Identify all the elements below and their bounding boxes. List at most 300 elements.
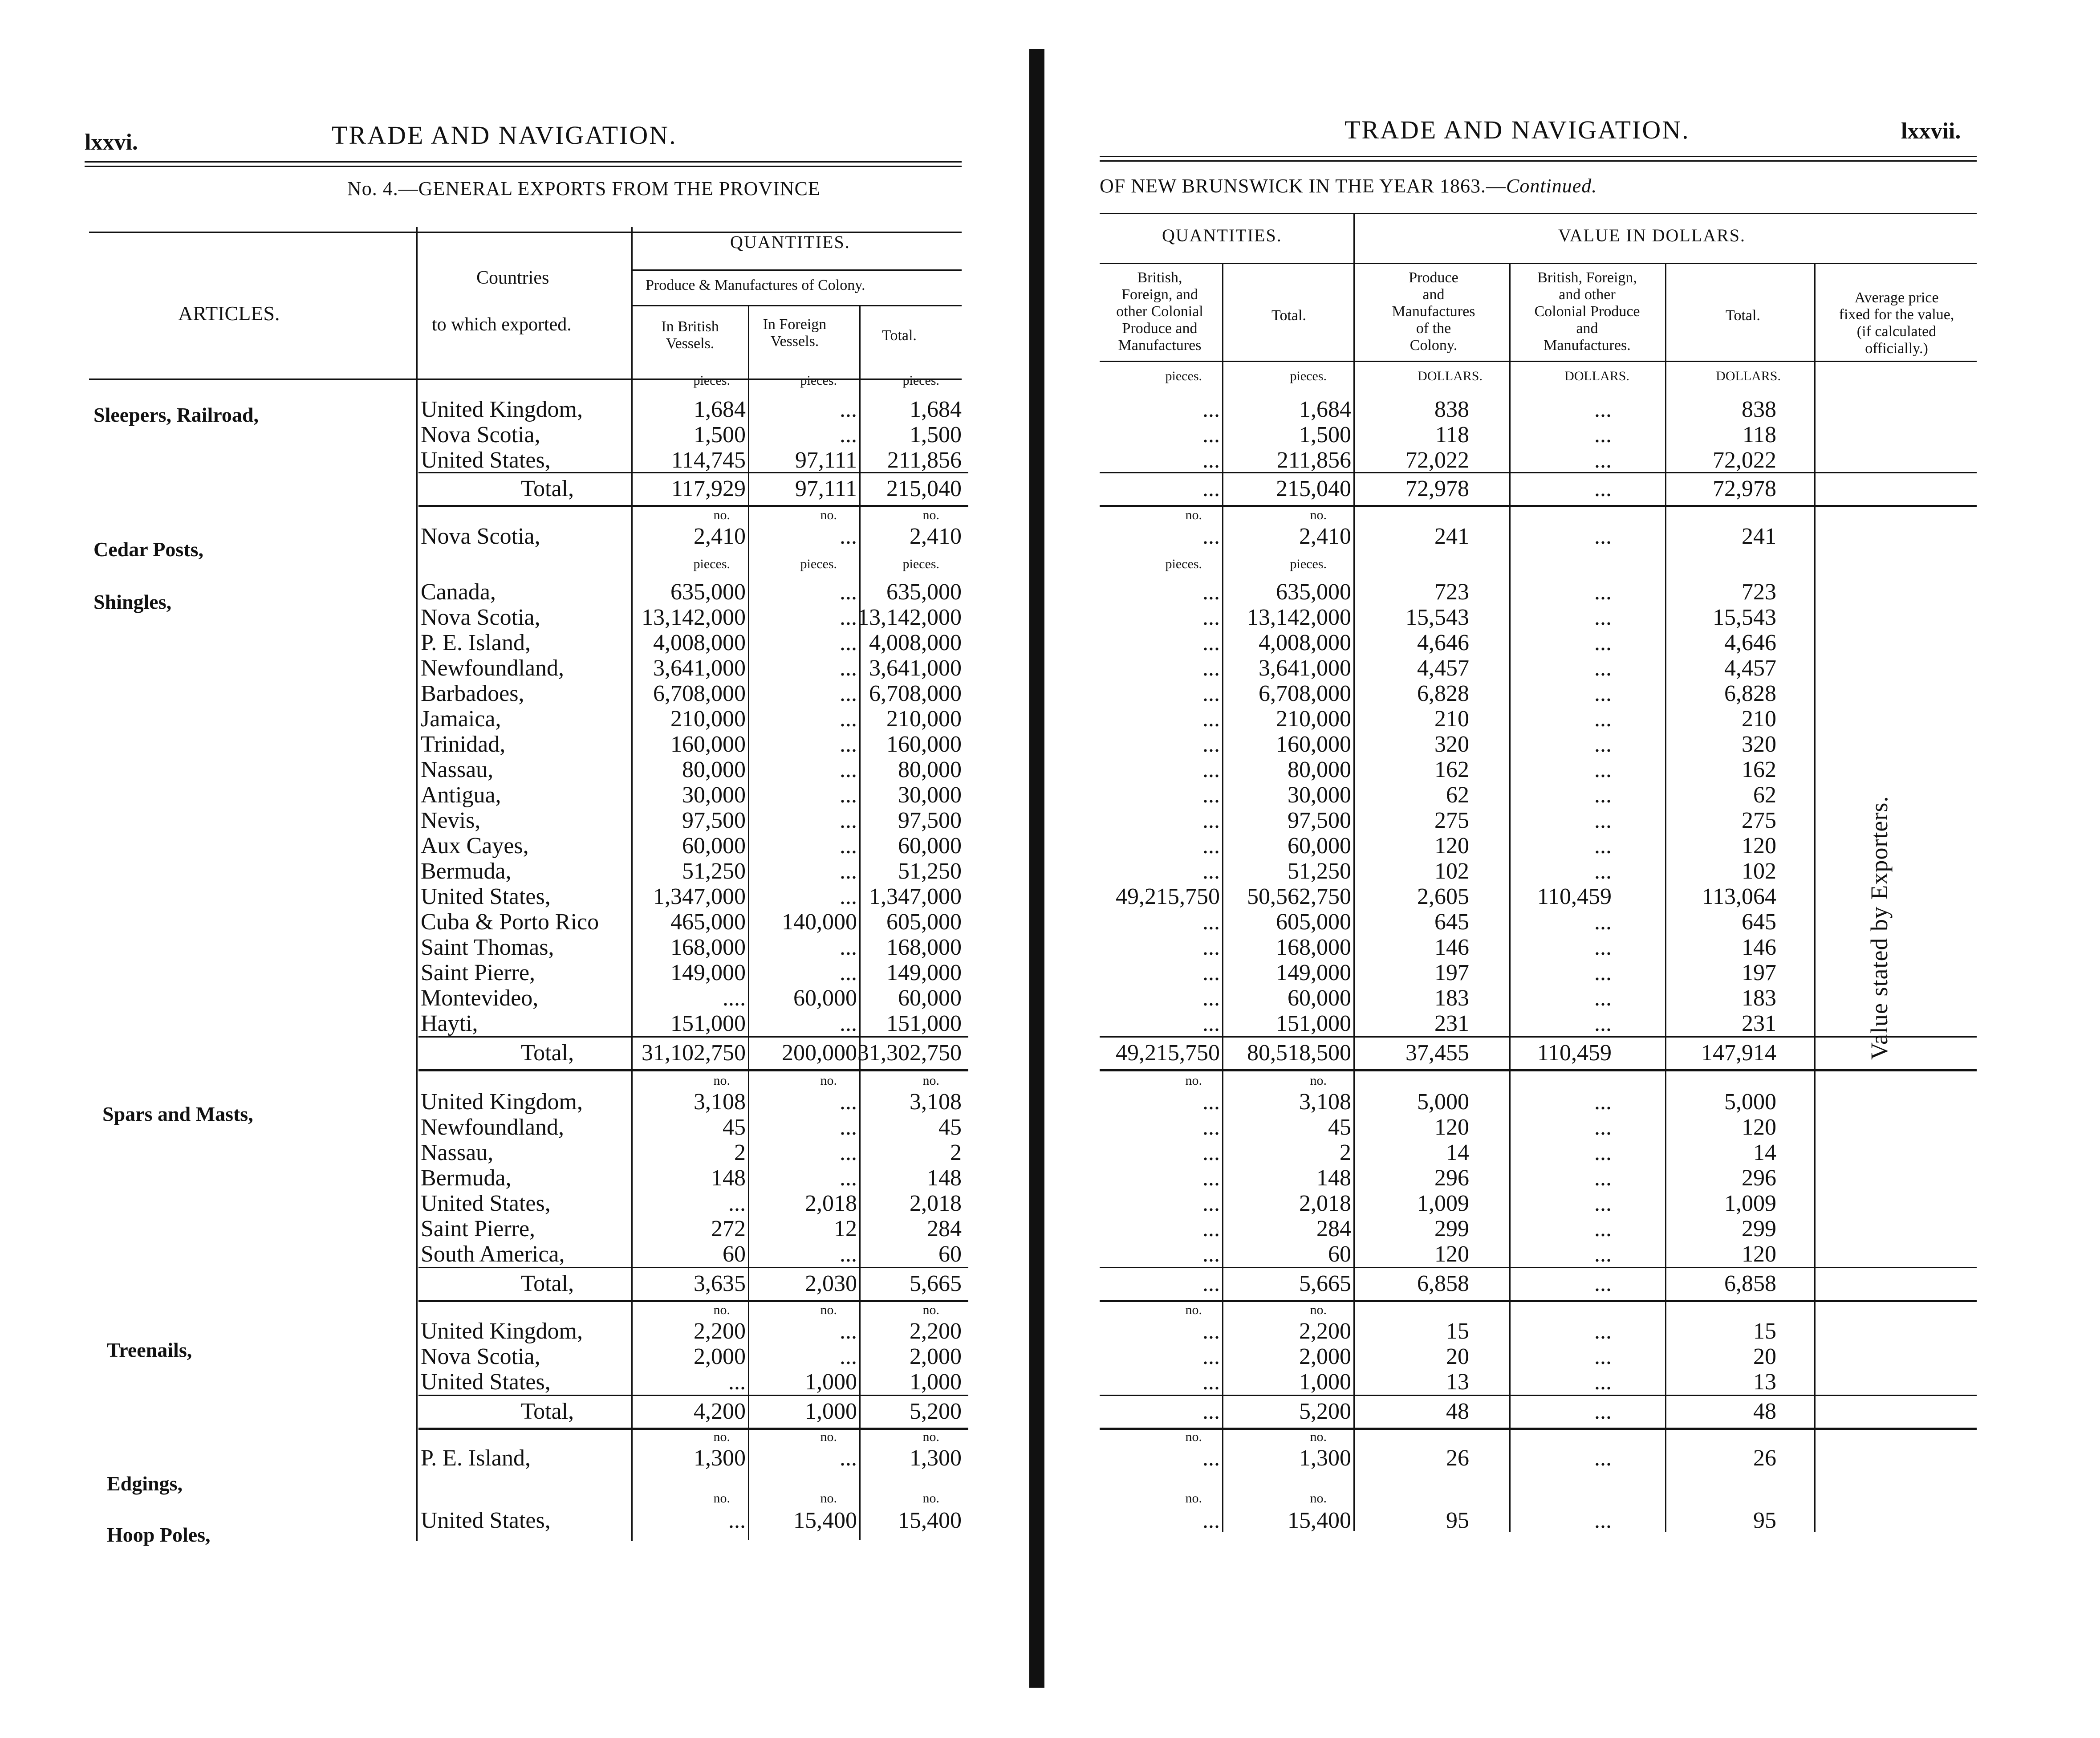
cell-forn: 1,000: [805, 1369, 857, 1395]
cell-qtot: 6,708,000: [1259, 681, 1351, 706]
cell-forn: 1,000: [805, 1399, 857, 1424]
cell-bfo: ...: [1202, 1508, 1220, 1533]
unit-label: pieces.: [1165, 557, 1202, 571]
row-country: Nassau,: [421, 1140, 494, 1165]
cell-qtot: 15,400: [1288, 1508, 1351, 1533]
side-note-wrap: [1865, 796, 2100, 1087]
cell-bf: ...: [1594, 960, 1612, 985]
cell-pm: 241: [1434, 524, 1469, 549]
cell-pm: 15,543: [1405, 605, 1469, 630]
cell-qtot: 51,250: [1288, 859, 1351, 884]
total-rule: [1100, 1267, 1977, 1268]
cell-qtot: 45: [1328, 1115, 1351, 1140]
cell-tot: 2,018: [910, 1191, 962, 1216]
cell-bfo: ...: [1202, 960, 1220, 985]
cell-pm: 183: [1434, 985, 1469, 1011]
row-country: United States,: [421, 1508, 551, 1533]
row-country: South America,: [421, 1241, 565, 1267]
article-spars-masts: Spars and Masts,: [102, 1103, 253, 1125]
cell-bfo: ...: [1202, 1399, 1220, 1424]
cell-brit: 3,635: [694, 1271, 746, 1296]
cell-tot: 635,000: [886, 579, 962, 605]
col-pm: Produce and Manufactures of the Colony.: [1392, 269, 1475, 354]
cell-qtot: 210,000: [1276, 706, 1351, 732]
cell-qtot: 5,665: [1299, 1271, 1351, 1296]
unit-label: no.: [1310, 1073, 1327, 1088]
cell-forn: 140,000: [782, 909, 857, 935]
table-title-right: OF NEW BRUNSWICK IN THE YEAR 1863.—Continued.: [1100, 175, 1597, 197]
cell-tot: 148: [927, 1165, 962, 1191]
col-bfo: British, Foreign, and other Colonial Produce and Manufactures: [1116, 269, 1203, 354]
unit-label: no.: [1310, 508, 1327, 522]
cell-vtot: 13: [1753, 1369, 1776, 1395]
cell-vtot: 147,914: [1701, 1040, 1776, 1066]
cell-bf: ...: [1594, 630, 1612, 655]
cell-vtot: 102: [1742, 859, 1776, 884]
row-country: Newfoundland,: [421, 655, 565, 681]
cell-brit: 60: [723, 1241, 746, 1267]
cell-forn: ...: [840, 630, 857, 655]
page-number-left: lxxvi.: [85, 130, 138, 155]
cell-pm: 162: [1434, 757, 1469, 782]
cell-bfo: ...: [1202, 1165, 1220, 1191]
cell-bfo: ...: [1202, 1011, 1220, 1036]
cell-vtot: 48: [1753, 1399, 1776, 1424]
cell-tot: 211,856: [887, 448, 962, 473]
cell-brit: 1,347,000: [653, 884, 746, 909]
row-country: Total,: [521, 476, 574, 501]
unit-label: no.: [922, 1302, 939, 1317]
cell-forn: ...: [840, 1344, 857, 1369]
cell-brit: 148: [711, 1165, 746, 1191]
cell-bf: ...: [1594, 782, 1612, 808]
unit-label: no.: [820, 1491, 837, 1506]
cell-bf: ...: [1594, 1165, 1612, 1191]
col-qtotal: Total.: [1271, 307, 1306, 324]
cell-tot: 1,500: [910, 422, 962, 448]
cell-vtot: 72,022: [1713, 448, 1776, 473]
cell-vtot: 275: [1742, 808, 1776, 833]
cell-bf: ...: [1594, 1508, 1612, 1533]
cell-pm: 4,457: [1417, 655, 1469, 681]
cell-forn: ...: [840, 757, 857, 782]
cell-bfo: ...: [1202, 808, 1220, 833]
cell-bf: 110,459: [1537, 884, 1612, 909]
cell-tot: 80,000: [898, 757, 962, 782]
cell-qtot: 5,200: [1299, 1399, 1351, 1424]
cell-bf: ...: [1594, 1089, 1612, 1115]
cell-forn: ...: [840, 706, 857, 732]
cell-bfo: ...: [1202, 524, 1220, 549]
cell-vtot: 118: [1742, 422, 1776, 448]
cell-bf: ...: [1594, 833, 1612, 859]
article-sleepers: Sleepers, Railroad,: [93, 403, 259, 426]
cell-forn: ...: [840, 1115, 857, 1140]
cell-pm: 723: [1434, 579, 1469, 605]
cell-vtot: 26: [1753, 1445, 1776, 1471]
cell-bf: ...: [1594, 808, 1612, 833]
cell-bf: ...: [1594, 681, 1612, 706]
cell-qtot: 148: [1316, 1165, 1351, 1191]
unit-label: no.: [713, 1073, 730, 1088]
unit-label: no.: [713, 508, 730, 522]
cell-forn: ...: [840, 1089, 857, 1115]
cell-tot: 160,000: [886, 732, 962, 757]
row-country: United Kingdom,: [421, 397, 583, 422]
cell-bf: ...: [1594, 605, 1612, 630]
cell-tot: 5,665: [910, 1271, 962, 1296]
cell-tot: 31,302,750: [857, 1040, 962, 1066]
cell-bfo: ...: [1202, 833, 1220, 859]
cell-tot: 6,708,000: [869, 681, 962, 706]
cell-forn: ...: [840, 681, 857, 706]
cell-bf: ...: [1594, 524, 1612, 549]
row-country: Total,: [521, 1040, 574, 1066]
cell-qtot: 60: [1328, 1241, 1351, 1267]
cell-pm: 14: [1446, 1140, 1469, 1165]
cell-bfo: ...: [1202, 397, 1220, 422]
cell-brit: ....: [723, 985, 746, 1011]
cell-bf: ...: [1594, 422, 1612, 448]
cell-brit: 210,000: [670, 706, 746, 732]
cell-bf: ...: [1594, 1216, 1612, 1241]
cell-pm: 2,605: [1417, 884, 1469, 909]
cell-bfo: ...: [1202, 422, 1220, 448]
cell-bf: ...: [1594, 1241, 1612, 1267]
cell-forn: ...: [840, 422, 857, 448]
unit-label: no.: [820, 508, 837, 522]
total-rule: [418, 1300, 968, 1302]
cell-pm: 48: [1446, 1399, 1469, 1424]
cell-vtot: 15,543: [1713, 605, 1776, 630]
cell-pm: 6,858: [1417, 1271, 1469, 1296]
article-cedar-posts: Cedar Posts,: [93, 538, 204, 561]
cell-pm: 26: [1446, 1445, 1469, 1471]
unit-label: no.: [1185, 1491, 1202, 1506]
cell-brit: ...: [728, 1191, 746, 1216]
cell-tot: 45: [938, 1115, 962, 1140]
cell-vtot: 72,978: [1713, 476, 1776, 501]
cell-qtot: 60,000: [1288, 833, 1351, 859]
row-country: Saint Thomas,: [421, 935, 554, 960]
cell-pm: 146: [1434, 935, 1469, 960]
cell-brit: ...: [728, 1369, 746, 1395]
cell-bf: ...: [1594, 1319, 1612, 1344]
cell-pm: 275: [1434, 808, 1469, 833]
cell-brit: 2,200: [694, 1319, 746, 1344]
cell-vtot: 6,828: [1724, 681, 1776, 706]
row-country: Montevideo,: [421, 985, 539, 1011]
cell-brit: 2,000: [694, 1344, 746, 1369]
cell-vtot: 296: [1742, 1165, 1776, 1191]
cell-tot: 15,400: [898, 1508, 962, 1533]
cell-qtot: 2: [1340, 1140, 1351, 1165]
cell-vtot: 113,064: [1702, 884, 1776, 909]
cell-vtot: 14: [1753, 1140, 1776, 1165]
cell-vtot: 183: [1742, 985, 1776, 1011]
cell-bfo: ...: [1202, 1191, 1220, 1216]
cell-brit: 149,000: [670, 960, 746, 985]
unit-label: DOLLARS.: [1716, 369, 1781, 383]
row-country: Trinidad,: [421, 732, 506, 757]
running-head-left: TRADE AND NAVIGATION.: [332, 121, 677, 150]
cell-vtot: 197: [1742, 960, 1776, 985]
cell-vtot: 838: [1742, 397, 1776, 422]
cell-tot: 51,250: [898, 859, 962, 884]
cell-vtot: 231: [1742, 1011, 1776, 1036]
cell-vtot: 95: [1753, 1508, 1776, 1533]
cell-bfo: ...: [1202, 605, 1220, 630]
cell-brit: 51,250: [682, 859, 746, 884]
row-country: United States,: [421, 448, 551, 473]
col-countries-1: Countries: [476, 268, 549, 288]
table-title-left: No. 4.—GENERAL EXPORTS FROM THE PROVINCE: [347, 178, 821, 199]
row-country: Nova Scotia,: [421, 422, 540, 448]
cell-bfo: ...: [1202, 732, 1220, 757]
cell-tot: 1,347,000: [869, 884, 962, 909]
unit-label: pieces.: [1165, 369, 1202, 383]
cell-qtot: 4,008,000: [1259, 630, 1351, 655]
cell-tot: 60: [938, 1241, 962, 1267]
cell-forn: ...: [840, 1011, 857, 1036]
cell-bfo: ...: [1202, 579, 1220, 605]
cell-bf: ...: [1594, 935, 1612, 960]
cell-bf: ...: [1594, 579, 1612, 605]
row-country: Bermuda,: [421, 1165, 512, 1191]
cell-brit: 31,102,750: [642, 1040, 746, 1066]
cell-tot: 1,300: [910, 1445, 962, 1471]
cell-qtot: 168,000: [1276, 935, 1351, 960]
cell-qtot: 80,000: [1288, 757, 1351, 782]
cell-forn: ...: [840, 732, 857, 757]
cell-brit: 97,500: [682, 808, 746, 833]
cell-vtot: 15: [1753, 1319, 1776, 1344]
cell-pm: 320: [1434, 732, 1469, 757]
total-rule: [1100, 505, 1977, 507]
cell-forn: ...: [840, 1445, 857, 1471]
cell-vtot: 162: [1742, 757, 1776, 782]
cell-bf: ...: [1594, 732, 1612, 757]
cell-tot: 2,000: [910, 1344, 962, 1369]
cell-qtot: 211,856: [1276, 448, 1351, 473]
cell-brit: 151,000: [670, 1011, 746, 1036]
cell-pm: 15: [1446, 1319, 1469, 1344]
cell-forn: ...: [840, 960, 857, 985]
cell-vtot: 723: [1742, 579, 1776, 605]
cell-bf: ...: [1594, 655, 1612, 681]
cell-brit: 45: [723, 1115, 746, 1140]
row-country: United States,: [421, 1191, 551, 1216]
cell-vtot: 210: [1742, 706, 1776, 732]
row-country: Cuba & Porto Rico: [421, 909, 599, 935]
row-country: Saint Pierre,: [421, 960, 536, 985]
total-rule: [418, 1395, 968, 1396]
total-rule: [1100, 472, 1977, 473]
cell-pm: 72,978: [1405, 476, 1469, 501]
total-rule: [1100, 1069, 1977, 1071]
cell-tot: 2,410: [910, 524, 962, 549]
cell-brit: 2,410: [694, 524, 746, 549]
cell-brit: 1,500: [694, 422, 746, 448]
article-edgings: Edgings,: [107, 1472, 183, 1495]
cell-brit: 2: [734, 1140, 746, 1165]
cell-forn: ...: [840, 579, 857, 605]
total-rule: [1100, 1036, 1977, 1038]
row-country: Barbadoes,: [421, 681, 524, 706]
cell-forn: ...: [840, 782, 857, 808]
cell-forn: 2,030: [805, 1271, 857, 1296]
cell-bf: ...: [1594, 985, 1612, 1011]
cell-tot: 3,641,000: [869, 655, 962, 681]
total-rule: [418, 1267, 968, 1268]
cell-brit: 114,745: [671, 448, 746, 473]
cell-brit: 1,300: [694, 1445, 746, 1471]
cell-pm: 299: [1434, 1216, 1469, 1241]
cell-bf: ...: [1594, 1140, 1612, 1165]
cell-vtot: 4,646: [1724, 630, 1776, 655]
cell-brit: 13,142,000: [642, 605, 746, 630]
row-country: United Kingdom,: [421, 1089, 583, 1115]
unit-label: pieces.: [1290, 557, 1327, 571]
unit-label: no.: [820, 1429, 837, 1444]
col-value: VALUE IN DOLLARS.: [1558, 225, 1746, 245]
cell-forn: ...: [840, 808, 857, 833]
cell-forn: 2,018: [805, 1191, 857, 1216]
row-country: Hayti,: [421, 1011, 478, 1036]
cell-qtot: 149,000: [1276, 960, 1351, 985]
cell-qtot: 2,200: [1299, 1319, 1351, 1344]
col-vtotal: Total.: [1726, 307, 1760, 324]
unit-label: pieces.: [693, 373, 730, 388]
cell-pm: 210: [1434, 706, 1469, 732]
col-quantities-left: QUANTITIES.: [730, 232, 850, 252]
cell-vtot: 241: [1742, 524, 1776, 549]
row-country: Antigua,: [421, 782, 501, 808]
total-rule: [418, 1036, 968, 1038]
cell-vtot: 62: [1753, 782, 1776, 808]
cell-bfo: ...: [1202, 1216, 1220, 1241]
cell-qtot: 2,018: [1299, 1191, 1351, 1216]
cell-forn: ...: [840, 859, 857, 884]
cell-bf: ...: [1594, 476, 1612, 501]
unit-label: no.: [713, 1429, 730, 1444]
unit-label: no.: [922, 508, 939, 522]
cell-brit: 3,641,000: [653, 655, 746, 681]
col-bf: British, Foreign, and other Colonial Produce and Manufactures.: [1534, 269, 1640, 354]
cell-qtot: 50,562,750: [1247, 884, 1351, 909]
total-rule: [418, 472, 968, 473]
unit-label: DOLLARS.: [1418, 369, 1483, 383]
side-note: Value stated by Exporters.: [1866, 796, 1893, 1060]
cell-qtot: 60,000: [1288, 985, 1351, 1011]
cell-tot: 149,000: [886, 960, 962, 985]
cell-bfo: ...: [1202, 1319, 1220, 1344]
cell-brit: 30,000: [682, 782, 746, 808]
cell-tot: 168,000: [886, 935, 962, 960]
row-country: Newfoundland,: [421, 1115, 565, 1140]
cell-forn: ...: [840, 884, 857, 909]
unit-label: no.: [1185, 1073, 1202, 1088]
unit-label: no.: [820, 1073, 837, 1088]
row-country: United Kingdom,: [421, 1319, 583, 1344]
page-number-right: lxxvii.: [1901, 118, 1961, 144]
cell-forn: 200,000: [782, 1040, 857, 1066]
cell-pm: 120: [1434, 1115, 1469, 1140]
cell-tot: 60,000: [898, 833, 962, 859]
unit-label: no.: [1185, 1302, 1202, 1317]
cell-brit: 272: [711, 1216, 746, 1241]
cell-bf: ...: [1594, 1191, 1612, 1216]
total-rule: [1100, 1300, 1977, 1302]
cell-forn: ...: [840, 935, 857, 960]
cell-vtot: 5,000: [1724, 1089, 1776, 1115]
cell-tot: 151,000: [886, 1011, 962, 1036]
row-country: Bermuda,: [421, 859, 512, 884]
cell-forn: ...: [840, 1165, 857, 1191]
cell-pm: 120: [1434, 833, 1469, 859]
unit-label: no.: [922, 1491, 939, 1506]
col-countries-2: to which exported.: [432, 314, 572, 335]
cell-qtot: 30,000: [1288, 782, 1351, 808]
unit-label: no.: [1185, 1429, 1202, 1444]
cell-qtot: 97,500: [1288, 808, 1351, 833]
cell-bfo: ...: [1202, 1241, 1220, 1267]
unit-label: no.: [1310, 1491, 1327, 1506]
cell-brit: 80,000: [682, 757, 746, 782]
cell-pm: 1,009: [1417, 1191, 1469, 1216]
unit-label: no.: [713, 1491, 730, 1506]
cell-pm: 72,022: [1405, 448, 1469, 473]
row-country: Nova Scotia,: [421, 605, 540, 630]
cell-bf: ...: [1594, 1271, 1612, 1296]
cell-qtot: 1,684: [1299, 397, 1351, 422]
cell-tot: 1,000: [910, 1369, 962, 1395]
cell-pm: 118: [1435, 422, 1469, 448]
cell-qtot: 635,000: [1276, 579, 1351, 605]
cell-qtot: 1,000: [1299, 1369, 1351, 1395]
cell-brit: 117,929: [671, 476, 746, 501]
cell-pm: 13: [1446, 1369, 1469, 1395]
cell-qtot: 151,000: [1276, 1011, 1351, 1036]
cell-pm: 20: [1446, 1344, 1469, 1369]
cell-tot: 4,008,000: [869, 630, 962, 655]
cell-brit: 160,000: [670, 732, 746, 757]
cell-vtot: 120: [1742, 1115, 1776, 1140]
cell-tot: 2,200: [910, 1319, 962, 1344]
row-country: Saint Pierre,: [421, 1216, 536, 1241]
cell-bfo: ...: [1202, 1271, 1220, 1296]
unit-label: pieces.: [800, 373, 837, 388]
col-articles: ARTICLES.: [178, 302, 280, 325]
cell-forn: 12: [834, 1216, 857, 1241]
cell-bfo: ...: [1202, 782, 1220, 808]
cell-bf: ...: [1594, 1445, 1612, 1471]
cell-pm: 102: [1434, 859, 1469, 884]
unit-label: pieces.: [800, 557, 837, 571]
cell-forn: 97,111: [795, 448, 857, 473]
cell-pm: 838: [1434, 397, 1469, 422]
cell-brit: 465,000: [670, 909, 746, 935]
unit-label: pieces.: [693, 557, 730, 571]
cell-bfo: ...: [1202, 1140, 1220, 1165]
cell-bfo: ...: [1202, 1115, 1220, 1140]
cell-vtot: 146: [1742, 935, 1776, 960]
cell-bfo: ...: [1202, 448, 1220, 473]
cell-vtot: 20: [1753, 1344, 1776, 1369]
unit-label: pieces.: [902, 373, 939, 388]
cell-bfo: ...: [1202, 681, 1220, 706]
col-quantities-right: QUANTITIES.: [1162, 225, 1282, 245]
